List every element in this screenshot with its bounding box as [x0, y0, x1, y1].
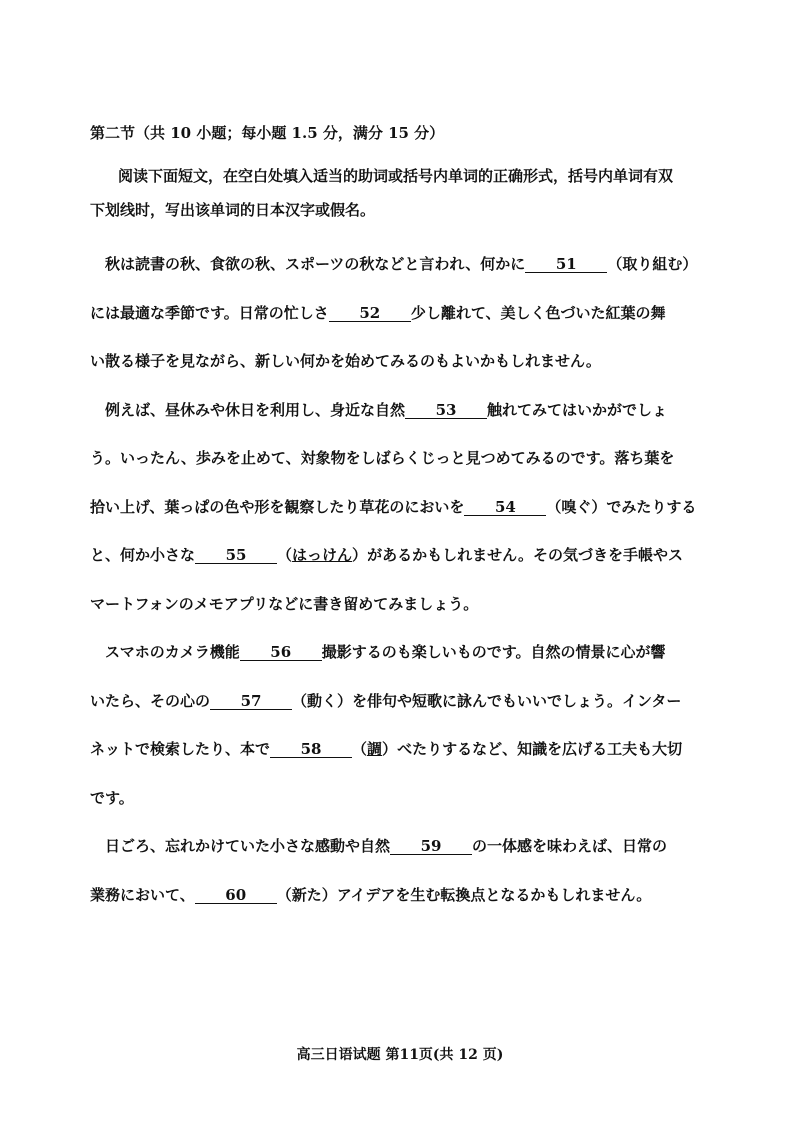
passage-text: （ — [277, 546, 293, 564]
page-footer: 高三日语试题 第11页(共 12 页) — [296, 1047, 504, 1063]
underlined-word: 調 — [367, 740, 383, 758]
passage-text: 撮影するのも楽しいものです。自然の情景に心が響 — [321, 643, 666, 661]
passage-line — [90, 386, 720, 435]
passage-text: （ — [352, 740, 368, 758]
passage-text: 秋は読書の秋、食欲の秋、スポーツの秋などと言われ、何かに — [105, 255, 526, 273]
blank-59: 59 — [390, 838, 472, 855]
passage-line — [90, 483, 720, 532]
passage-text: （新た）アイデアを生む転換点となるかもしれません。 — [276, 885, 652, 904]
blank-51: 51 — [525, 256, 607, 273]
passage-text: 拾い上げ、葉っぱの色や形を観察したり草花のにおいを — [90, 497, 465, 516]
passage-text: ネットで検索したり、本で — [90, 740, 271, 758]
passage-line — [90, 580, 720, 629]
passage-text: マートフォンのメモアプリなどに書き留めてみましょう。 — [90, 594, 479, 613]
blank-54: 54 — [464, 499, 546, 516]
passage-text: の一体感を味わえば、日常の — [472, 837, 668, 855]
blank-52: 52 — [329, 305, 411, 322]
passage-line — [90, 677, 720, 726]
passage-text: べたりするなど、知識を広げる工夫も大切 — [397, 740, 683, 758]
passage-text: （取り組む） — [607, 255, 698, 273]
passage-text: ） — [352, 546, 368, 564]
instructions — [90, 159, 720, 227]
section-title: 第二节（共 10 小题；每小题 1.5 分，满分 15 分） — [90, 124, 445, 142]
reading-passage — [90, 240, 720, 919]
instruction-line-2: 下划线时，写出该单词的日本汉字或假名。 — [90, 201, 376, 219]
blank-60: 60 — [195, 887, 277, 904]
passage-line — [90, 628, 720, 677]
passage-line — [90, 240, 720, 289]
blank-56: 56 — [240, 644, 322, 661]
passage-text: ） — [382, 740, 398, 758]
passage-line — [90, 822, 720, 871]
blank-55: 55 — [195, 547, 277, 564]
passage-text: 例えば、昼休みや休日を利用し、身近な自然 — [105, 400, 406, 419]
passage-line — [90, 774, 720, 823]
passage-line — [90, 434, 720, 483]
blank-53: 53 — [405, 402, 487, 419]
passage-text: い散る様子を見ながら、新しい何かを始めてみるのもよいかもしれません。 — [90, 352, 601, 370]
passage-text: 少し離れて、美しく色づいた紅葉の舞 — [410, 303, 666, 322]
passage-text: には最適な季節です。日常の忙しさ — [90, 303, 329, 322]
blank-58: 58 — [270, 741, 352, 758]
passage-text: があるかもしれません。その気づきを手帳やス — [367, 546, 683, 564]
passage-line — [90, 531, 720, 580]
passage-text: 業務において、 — [90, 885, 195, 904]
passage-line — [90, 289, 720, 338]
passage-line — [90, 871, 720, 920]
passage-text: と、何か小さな — [90, 546, 196, 564]
instruction-line-1: 阅读下面短文，在空白处填入适当的助词或括号内单词的正确形式，括号内单词有双 — [118, 167, 674, 185]
underlined-word: はっけん — [292, 546, 353, 564]
passage-text: う。いったん、歩みを止めて、対象物をしばらくじっと見つめてみるのです。落ち葉を — [90, 449, 675, 467]
passage-text: 触れてみてはいかがでしょ — [487, 400, 668, 419]
passage-text: スマホのカメラ機能 — [105, 643, 240, 661]
passage-text: 日ごろ、忘れかけていた小さな感動や自然 — [105, 837, 391, 855]
passage-text: （嗅ぐ）でみたりする — [546, 497, 697, 516]
passage-line — [90, 725, 720, 774]
passage-text: いたら、その心の — [90, 691, 211, 710]
passage-text: です。 — [90, 788, 134, 807]
blank-57: 57 — [210, 693, 292, 710]
passage-line — [90, 337, 720, 386]
passage-text: （動く）を俳句や短歌に詠んでもいいでしょう。インター — [292, 691, 682, 710]
